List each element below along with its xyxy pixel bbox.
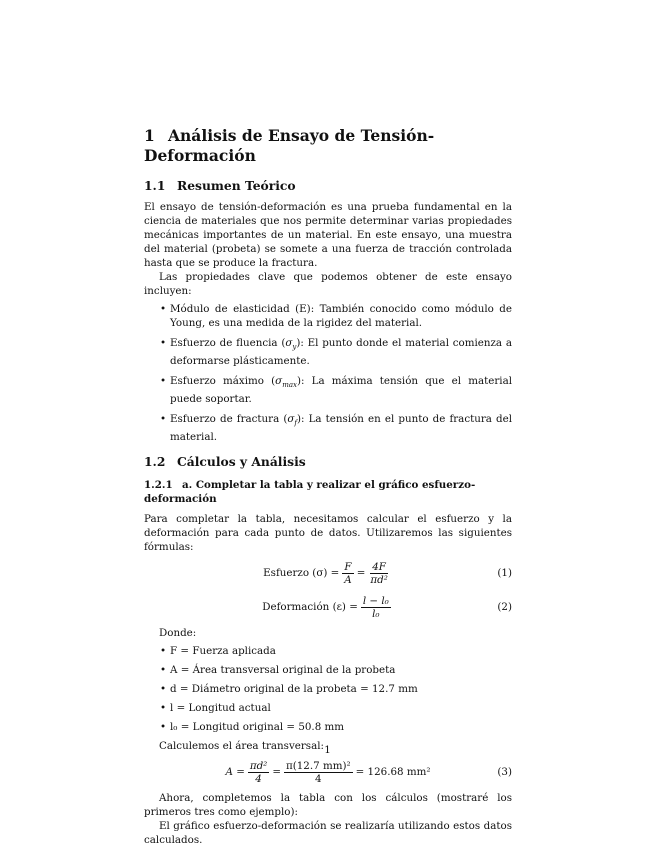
equation-label: Esfuerzo (σ) = (263, 567, 340, 580)
equals-sign: = (356, 567, 366, 580)
list-item (144, 412, 512, 444)
section-title: Análisis de Ensayo de Tensión-Deformación (144, 126, 435, 165)
sigma-symbol: σ (285, 337, 293, 349)
list-item (144, 720, 512, 734)
equation-stress (144, 558, 512, 588)
subsection-heading-calculations (144, 454, 512, 470)
bullet: • (160, 303, 167, 315)
list-item-text: l₀ = Longitud original = 50.8 mm (170, 721, 345, 734)
list-item-text: ): La tensión en el punto de fractura del material. (170, 413, 513, 444)
list-item-text: Esfuerzo de fluencia ( (170, 337, 286, 349)
paragraph-formulas-intro: Para completar la tabla, necesitamos calcular el esfuerzo y la deformación para cada punto de datos. Utilizaremos las siguientes fórmulas: (144, 513, 512, 554)
sigma-symbol: σ (287, 413, 295, 426)
definitions-list (144, 644, 512, 734)
equals-sign: = (272, 766, 281, 779)
paragraph-graph-note: El gráfico esfuerzo-deformación se realizaría utilizando estos datos calculados. (144, 820, 512, 847)
fraction: $\frac{4F}{\text{πd²}}$ (370, 560, 388, 586)
bullet: • (160, 702, 167, 715)
list-item (144, 701, 512, 715)
fraction: $\frac{\text{l − l₀}}{\text{l₀}}$ (362, 594, 389, 620)
paragraph-area-intro: Calculemos el área transversal: (159, 740, 324, 753)
sigma-symbol: σ (275, 375, 283, 388)
list-item-text: Esfuerzo de fractura ( (170, 413, 288, 426)
list-item (144, 644, 512, 658)
fraction: $\frac{\text{π(12.7 mm)²}}{4}$ (285, 759, 351, 785)
list-item-text: ): El punto donde el material comienza a deformarse plásticamente. (170, 337, 512, 368)
page-number: 1 (324, 744, 331, 756)
page-content (144, 126, 512, 847)
subscript: f (294, 419, 297, 428)
bullet: • (160, 683, 167, 696)
list-item-text: l = Longitud actual (170, 702, 271, 715)
subsubsection-number: 1.2.1 (144, 479, 173, 492)
section-heading (144, 126, 512, 166)
bullet: • (160, 645, 167, 658)
equation-number: (3) (497, 766, 512, 779)
bullet: • (160, 413, 167, 426)
list-item (144, 302, 512, 330)
subsection-number: 1.1 (144, 178, 166, 193)
list-item (144, 682, 512, 696)
list-item-text: A = Área transversal original de la probeta (170, 664, 396, 677)
subsection-heading-theory (144, 178, 512, 194)
bullet: • (160, 721, 167, 734)
paragraph-table-intro: Ahora, completemos la tabla con los cálculos (mostraré los primeros tres como ejemplo): (144, 792, 512, 819)
paragraph-where: Donde: (159, 627, 197, 640)
list-item-text: ): La máxima tensión que el material puede soportar. (170, 375, 512, 406)
subscript: y (292, 343, 297, 352)
bullet: • (160, 664, 167, 677)
list-item (144, 374, 512, 406)
fraction: $\frac{\text{πd²}}{4}$ (249, 759, 268, 785)
subsubsection-title: a. Completar la tabla y realizar el gráfico esfuerzo-deformación (144, 479, 476, 506)
equation-label: Deformación (ε) = (262, 601, 358, 614)
section-number: 1 (144, 126, 155, 145)
paragraph-properties-intro: Las propiedades clave que podemos obtener de este ensayo incluyen: (144, 271, 512, 297)
subscript: max (282, 381, 297, 390)
list-item (144, 663, 512, 677)
subsection-title: Resumen Teórico (177, 178, 296, 193)
list-item-text: Módulo de elasticidad (E): También conocido como módulo de Young, es una medida de la rigidez del material. (170, 303, 512, 329)
equation-area (144, 757, 512, 787)
list-item-text: Esfuerzo máximo ( (170, 375, 276, 388)
subsubsection-heading (144, 478, 512, 506)
bullet: • (160, 375, 167, 388)
equation-strain (144, 592, 512, 622)
list-item (144, 336, 512, 368)
subsection-title: Cálculos y Análisis (177, 454, 306, 470)
list-item-text: F = Fuerza aplicada (170, 645, 276, 658)
list-item-text: d = Diámetro original de la probeta = 12.7 mm (170, 683, 418, 696)
paragraph-intro: El ensayo de tensión-deformación es una prueba fundamental en la ciencia de materiales que nos permite determinar varias propiedades mecánicas importantes de un material. En este ensayo, una muestra del material (probeta) se somete a una fuerza de tracción controlada hasta que se produce la fractura. (144, 201, 512, 269)
subsection-number: 1.2 (144, 454, 166, 470)
equation-lhs: A = (225, 766, 245, 779)
equation-rhs: = 126.68 mm² (355, 766, 431, 779)
equation-number: (2) (497, 601, 512, 614)
bullet: • (160, 337, 167, 349)
properties-list (144, 302, 512, 444)
fraction: $\frac{F}{A}$ (344, 560, 352, 586)
equation-number: (1) (497, 567, 512, 580)
